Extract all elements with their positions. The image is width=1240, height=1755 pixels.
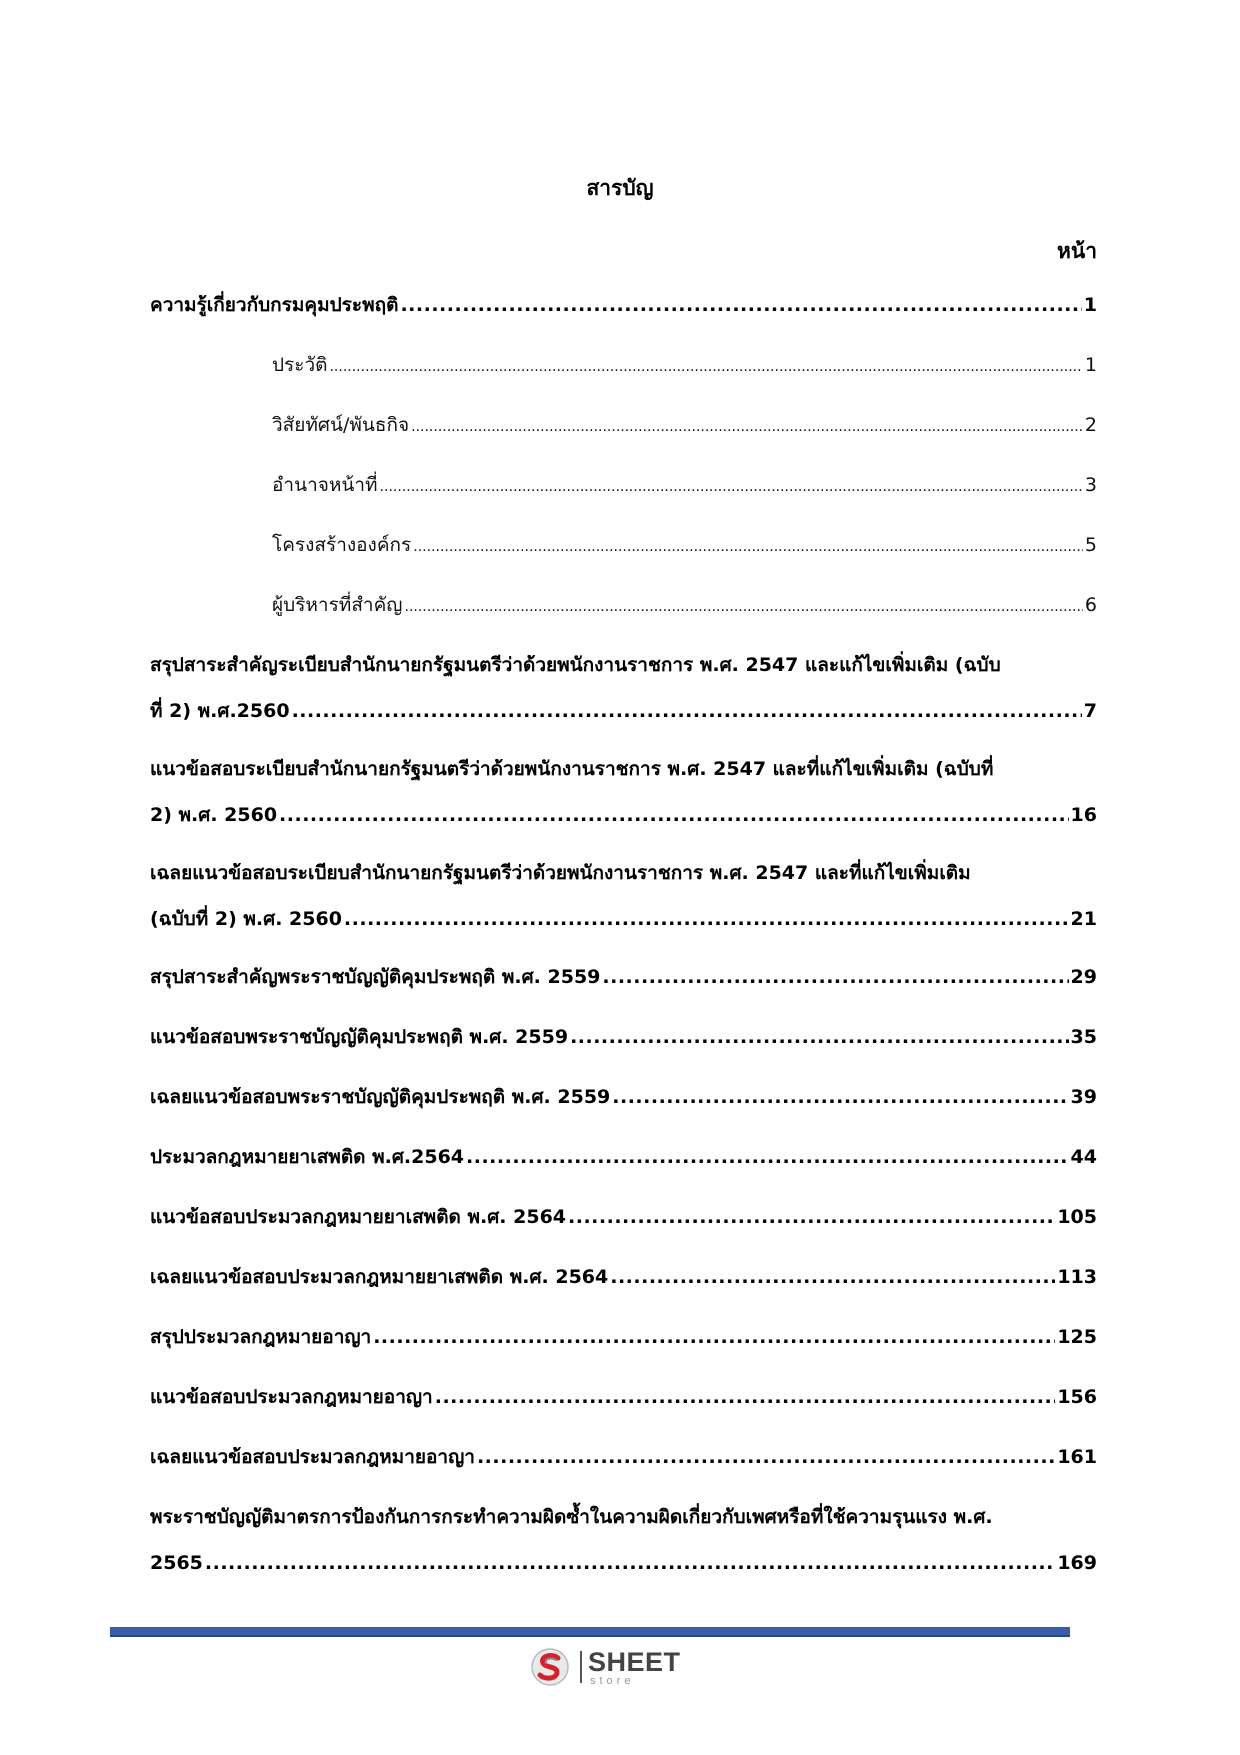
toc-entry-text: วิสัยทัศน์/พันธกิจ bbox=[272, 414, 410, 436]
toc-entry-text: ประวัติ bbox=[272, 354, 328, 376]
toc-entry-page: 16 bbox=[1070, 804, 1097, 826]
dot-leader bbox=[612, 1082, 1068, 1112]
dot-leader bbox=[380, 470, 1083, 502]
toc-entry-page: 7 bbox=[1083, 700, 1097, 722]
toc-entry-text: สรุปประมวลกฎหมายอาญา bbox=[150, 1326, 372, 1348]
toc-entry-page: 1 bbox=[1083, 294, 1097, 316]
toc-entry[interactable] bbox=[150, 1202, 1097, 1232]
dot-leader bbox=[568, 1202, 1055, 1232]
toc-entry[interactable] bbox=[150, 650, 1097, 726]
dot-leader bbox=[400, 290, 1081, 320]
toc-entry-page: 44 bbox=[1070, 1146, 1097, 1168]
toc-entry-page: 39 bbox=[1070, 1086, 1097, 1108]
toc-entry-text-line1: แนวข้อสอบระเบียบสำนักนายกรัฐมนตรีว่าด้วยพนักงานราชการ พ.ศ. 2547 และที่แก้ไขเพิ่มเติม (ฉบับที่ bbox=[150, 758, 994, 780]
toc-entry-text: อำนาจหน้าที่ bbox=[272, 474, 378, 496]
dot-leader bbox=[413, 530, 1083, 562]
toc-entry-page: 29 bbox=[1070, 966, 1097, 988]
toc-entry[interactable] bbox=[150, 754, 1097, 830]
toc-entry-page: 1 bbox=[1084, 354, 1097, 376]
dot-leader bbox=[466, 1142, 1069, 1172]
toc-entry-page: 169 bbox=[1057, 1552, 1097, 1574]
dot-leader bbox=[435, 1382, 1056, 1412]
toc-entry-text: 2) พ.ศ. 2560 bbox=[150, 804, 278, 826]
sheet-store-logo bbox=[530, 1645, 690, 1689]
toc-entry-page: 2 bbox=[1084, 414, 1097, 436]
toc-subentry[interactable] bbox=[150, 590, 1097, 620]
toc-subentry[interactable] bbox=[150, 530, 1097, 560]
toc-entry[interactable] bbox=[150, 1382, 1097, 1412]
footer-rule bbox=[110, 1627, 1070, 1637]
toc-entry-page: 113 bbox=[1057, 1266, 1097, 1288]
toc-entry-text: ผู้บริหารที่สำคัญ bbox=[272, 594, 403, 616]
toc-entry-text: ที่ 2) พ.ศ.2560 bbox=[150, 700, 290, 722]
toc-entry-page: 21 bbox=[1070, 908, 1097, 930]
toc-entry-page: 3 bbox=[1084, 474, 1097, 496]
toc-entry-page: 6 bbox=[1084, 594, 1097, 616]
toc-entry-page: 5 bbox=[1084, 534, 1097, 556]
toc-entry-text: แนวข้อสอบประมวลกฎหมายยาเสพติด พ.ศ. 2564 bbox=[150, 1206, 567, 1228]
toc-entry-text: ความรู้เกี่ยวกับกรมคุมประพฤติ bbox=[150, 294, 399, 316]
toc-entry[interactable] bbox=[150, 1262, 1097, 1292]
toc-subentry[interactable] bbox=[150, 350, 1097, 380]
toc-entry-text-line1: พระราชบัญญัติมาตรการป้องกันการกระทำความผิดซ้ำในความผิดเกี่ยวกับเพศหรือที่ใช้ความรุนแรง พ.ศ. bbox=[150, 1506, 993, 1528]
toc-entry-text: โครงสร้างองค์กร bbox=[272, 534, 412, 556]
toc-entry-text: สรุปสาระสำคัญพระราชบัญญัติคุมประพฤติ พ.ศ. 2559 bbox=[150, 966, 601, 988]
toc-entry-text: แนวข้อสอบประมวลกฎหมายอาญา bbox=[150, 1386, 433, 1408]
toc-entry-text: เฉลยแนวข้อสอบพระราชบัญญัติคุมประพฤติ พ.ศ. 2559 bbox=[150, 1086, 611, 1108]
toc-entry-text-line1: สรุปสาระสำคัญระเบียบสำนักนายกรัฐมนตรีว่าด้วยพนักงานราชการ พ.ศ. 2547 และแก้ไขเพิ่มเติม (ฉบับ bbox=[150, 654, 1001, 676]
dot-leader bbox=[610, 1262, 1055, 1292]
page-column-header: หน้า bbox=[1057, 239, 1097, 263]
toc-entry[interactable] bbox=[150, 858, 1097, 934]
toc-entry-page: 161 bbox=[1057, 1446, 1097, 1468]
dot-leader bbox=[344, 904, 1069, 934]
toc-entry[interactable] bbox=[150, 1082, 1097, 1112]
logo-separator bbox=[580, 1651, 582, 1683]
dot-leader bbox=[570, 1022, 1068, 1052]
toc-entry[interactable] bbox=[150, 1442, 1097, 1472]
sheet-store-logo-icon bbox=[530, 1647, 570, 1687]
toc-entry[interactable] bbox=[150, 962, 1097, 992]
toc-entry[interactable] bbox=[150, 290, 1097, 320]
dot-leader bbox=[477, 1442, 1055, 1472]
toc-entry-text-line1: เฉลยแนวข้อสอบระเบียบสำนักนายกรัฐมนตรีว่าด้วยพนักงานราชการ พ.ศ. 2547 และที่แก้ไขเพิ่มเติม bbox=[150, 862, 971, 884]
dot-leader bbox=[279, 800, 1069, 830]
toc-entry-text: เฉลยแนวข้อสอบประมวลกฎหมายอาญา bbox=[150, 1446, 475, 1468]
toc-entry-text: เฉลยแนวข้อสอบประมวลกฎหมายยาเสพติด พ.ศ. 2564 bbox=[150, 1266, 609, 1288]
toc-entry-page: 125 bbox=[1057, 1326, 1097, 1348]
dot-leader bbox=[205, 1548, 1055, 1578]
toc-entry-page: 35 bbox=[1070, 1026, 1097, 1048]
toc-entry[interactable] bbox=[150, 1502, 1097, 1578]
toc-entry[interactable] bbox=[150, 1022, 1097, 1052]
toc-entry-text: ประมวลกฎหมายยาเสพติด พ.ศ.2564 bbox=[150, 1146, 465, 1168]
toc-entry-page: 156 bbox=[1057, 1386, 1097, 1408]
logo-brand: SHEET bbox=[588, 1647, 681, 1677]
toc-subentry[interactable] bbox=[150, 470, 1097, 500]
toc-entry[interactable] bbox=[150, 1322, 1097, 1352]
toc-entry-text: แนวข้อสอบพระราชบัญญัติคุมประพฤติ พ.ศ. 2559 bbox=[150, 1026, 569, 1048]
dot-leader bbox=[411, 410, 1083, 442]
toc-entry-page: 105 bbox=[1057, 1206, 1097, 1228]
toc-entry-text: (ฉบับที่ 2) พ.ศ. 2560 bbox=[150, 908, 342, 930]
toc-subentry[interactable] bbox=[150, 410, 1097, 440]
toc-entry-text: 2565 bbox=[150, 1552, 203, 1574]
dot-leader bbox=[602, 962, 1068, 992]
dot-leader bbox=[373, 1322, 1055, 1352]
logo-brand-sub: store bbox=[590, 1675, 635, 1687]
toc-title: สารบัญ bbox=[586, 176, 654, 200]
dot-leader bbox=[292, 696, 1082, 726]
dot-leader bbox=[405, 590, 1083, 622]
dot-leader bbox=[329, 350, 1082, 382]
toc-entry[interactable] bbox=[150, 1142, 1097, 1172]
